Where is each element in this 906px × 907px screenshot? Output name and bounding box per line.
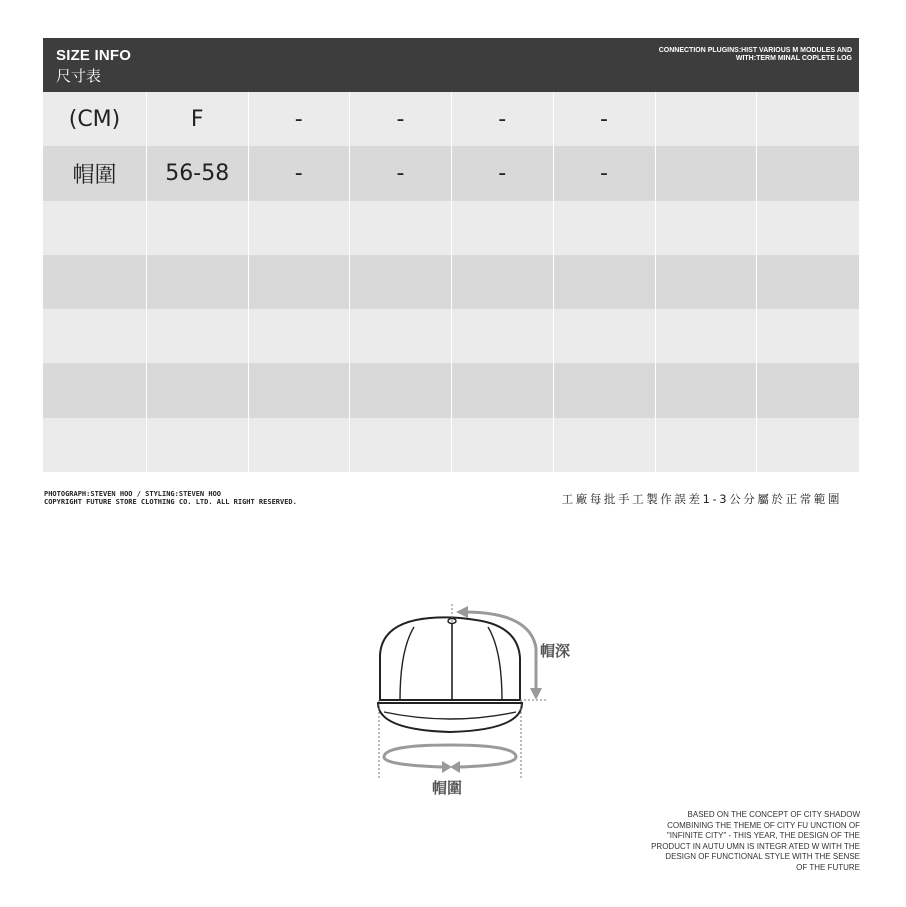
tolerance-note: 工廠每批手工製作誤差1-3公分屬於正常範圍	[561, 492, 842, 506]
table-cell	[656, 255, 757, 309]
table-cell	[757, 146, 860, 200]
table-cell	[452, 418, 554, 472]
table-cell	[43, 309, 147, 363]
header-note-line-2: WITH:TERM MINAL COPLETE LOG	[735, 55, 852, 62]
table-cell	[554, 418, 656, 472]
table-cell	[43, 363, 147, 417]
circ-arrow-head-right	[450, 761, 460, 773]
table-cell	[147, 309, 249, 363]
table-cell: 帽圍	[43, 146, 147, 200]
table-row	[43, 255, 859, 309]
table-cell	[554, 309, 656, 363]
table-cell	[350, 418, 452, 472]
table-cell: -	[554, 92, 656, 146]
table-cell	[43, 201, 147, 255]
table-cell	[452, 255, 554, 309]
size-table	[43, 92, 859, 472]
table-cell: 56-58	[147, 146, 249, 200]
blurb-line: "INFINITE CITY" - THIS YEAR, THE DESIGN OF THE	[666, 831, 860, 840]
depth-arrow-head-bottom	[530, 688, 542, 700]
table-cell	[656, 363, 757, 417]
credits-line-1: PHOTOGRAPH:STEVEN HOO / STYLING:STEVEN HOO	[44, 490, 222, 498]
table-cell	[757, 418, 860, 472]
table-cell	[147, 363, 249, 417]
circumference-label: 帽圍	[432, 779, 463, 797]
table-cell: -	[249, 146, 351, 200]
header-note-line-1: CONNECTION PLUGINS:HIST VARIOUS M MODULES AND	[658, 47, 852, 54]
table-cell	[757, 363, 860, 417]
table-row	[43, 363, 859, 417]
table-cell: -	[249, 92, 351, 146]
table-row	[43, 146, 859, 200]
blurb-line: PRODUCT IN AUTU UMN IS INTEGR ATED W WITH THE	[651, 841, 860, 851]
table-cell	[554, 363, 656, 417]
concept-blurb	[600, 810, 860, 873]
table-cell	[249, 363, 351, 417]
table-cell	[249, 309, 351, 363]
table-cell	[452, 309, 554, 363]
table-cell	[757, 255, 860, 309]
table-cell	[147, 255, 249, 309]
table-cell	[147, 418, 249, 472]
table-cell	[350, 363, 452, 417]
table-cell	[656, 92, 757, 146]
table-cell: -	[554, 146, 656, 200]
table-cell	[350, 201, 452, 255]
blurb-line: BASED ON THE CONCEPT OF CITY SHADOW	[687, 810, 860, 819]
table-cell	[43, 418, 147, 472]
table-cell	[757, 201, 860, 255]
table-cell	[554, 255, 656, 309]
table-cell	[554, 201, 656, 255]
table-cell	[452, 201, 554, 255]
credits-line-2: COPYRIGHT FUTURE STORE CLOTHING CO. LTD. ALL RIGHT RESERVED.	[44, 498, 297, 506]
size-info-title-zh: 尺寸表	[56, 67, 102, 85]
table-cell	[656, 418, 757, 472]
table-row	[43, 309, 859, 363]
table-cell	[656, 309, 757, 363]
table-cell	[757, 92, 860, 146]
circ-ellipse-arrow	[384, 745, 516, 767]
table-cell	[656, 146, 757, 200]
blurb-line: OF THE FUTURE	[796, 862, 860, 872]
table-cell	[757, 309, 860, 363]
size-info-title: SIZE INFO	[56, 47, 132, 64]
table-cell	[452, 363, 554, 417]
table-row	[43, 201, 859, 255]
table-cell: -	[350, 92, 452, 146]
table-cell	[249, 201, 351, 255]
table-cell	[249, 255, 351, 309]
table-cell	[656, 201, 757, 255]
header-note	[552, 47, 852, 63]
table-cell: F	[147, 92, 249, 146]
cap-measurement-diagram	[370, 600, 590, 800]
table-row	[43, 92, 859, 146]
table-cell	[147, 201, 249, 255]
table-cell	[350, 255, 452, 309]
cap-brim	[378, 703, 522, 732]
blurb-line: DESIGN OF FUNCTIONAL STYLE WITH THE SENSE	[665, 852, 860, 861]
table-cell	[43, 255, 147, 309]
table-cell: -	[452, 92, 554, 146]
table-cell	[350, 309, 452, 363]
credits	[44, 490, 297, 506]
table-cell: -	[452, 146, 554, 200]
size-info-header	[43, 38, 859, 92]
table-cell: -	[350, 146, 452, 200]
depth-label: 帽深	[540, 642, 571, 660]
depth-arrow-head-top	[456, 606, 468, 618]
table-cell: (CM)	[43, 92, 147, 146]
table-row	[43, 418, 859, 472]
table-cell	[249, 418, 351, 472]
blurb-line: COMBINING THE THEME OF CITY FU UNCTION OF	[667, 820, 860, 830]
